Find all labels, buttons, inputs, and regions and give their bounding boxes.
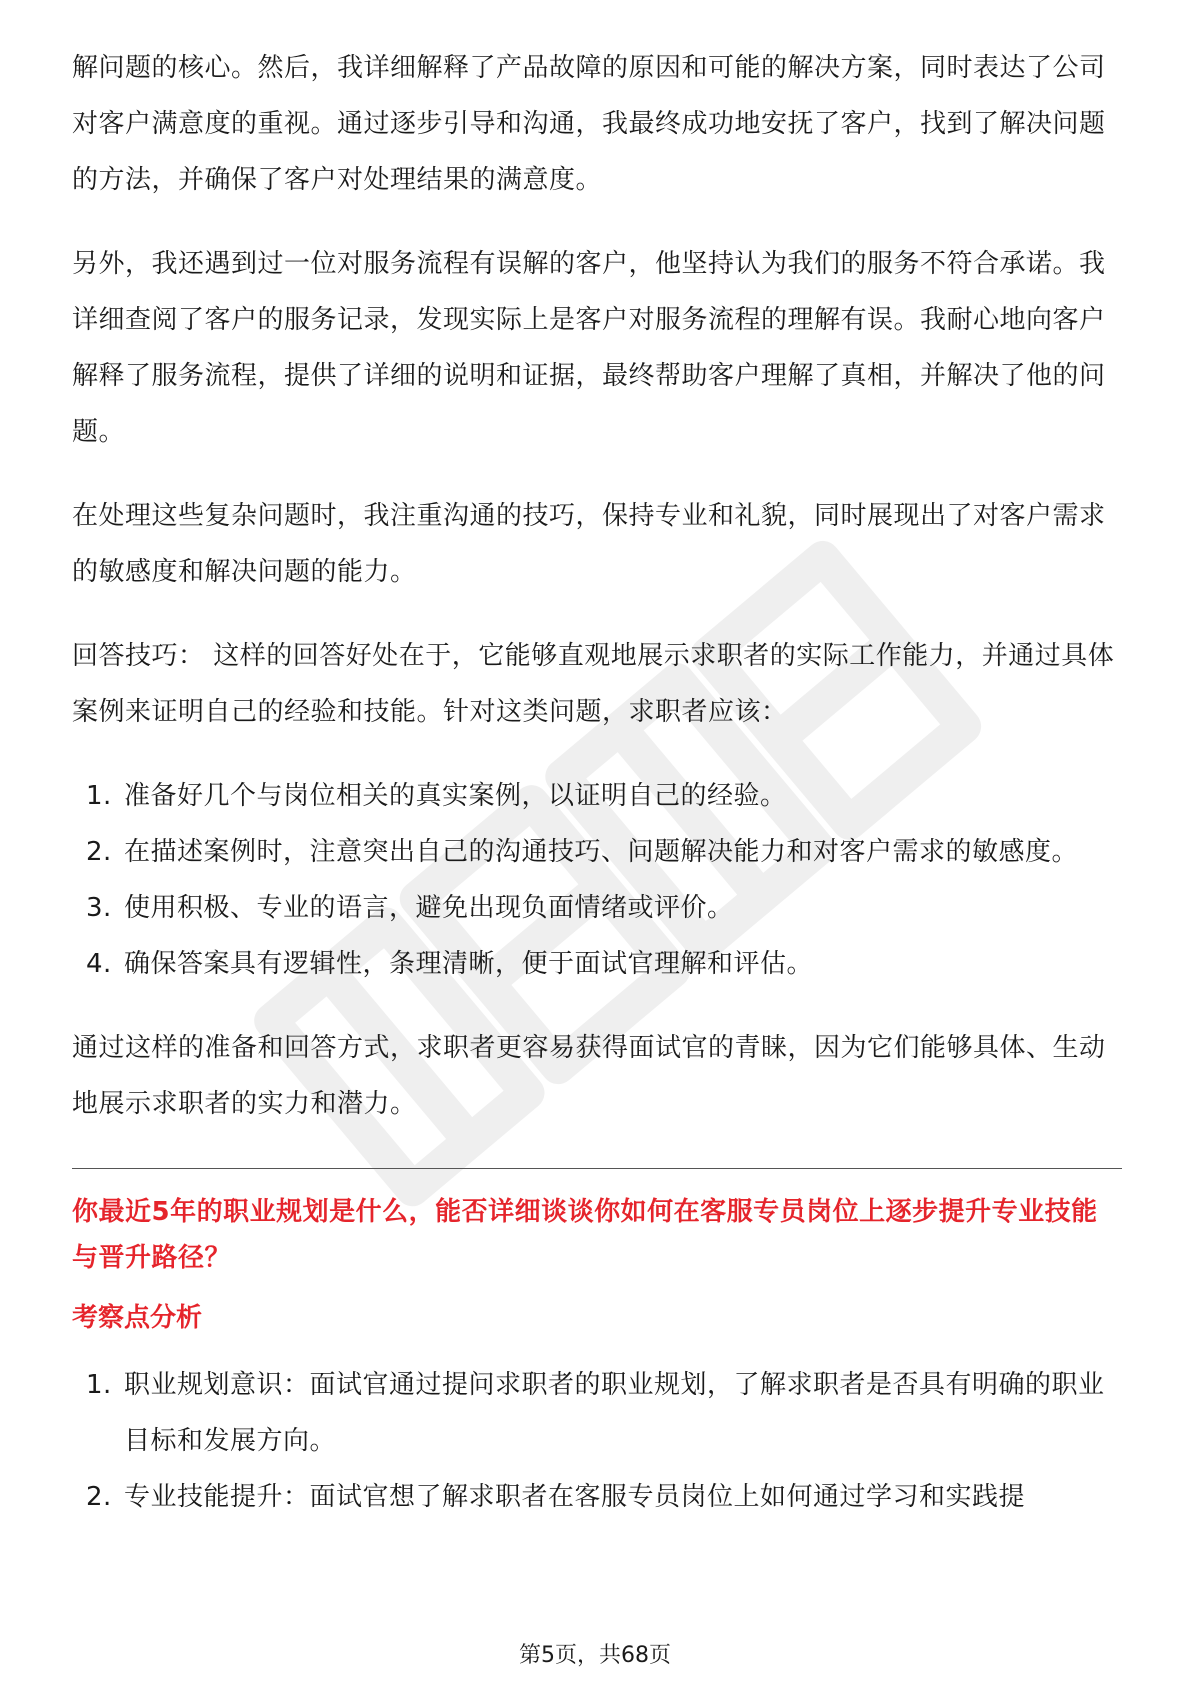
list-number: 3. <box>86 893 112 923</box>
list-number: 2. <box>86 1482 112 1512</box>
list-number: 4. <box>86 949 112 979</box>
list-item-text: 准备好几个与岗位相关的真实案例，以证明自己的经验。 <box>124 781 787 811</box>
interview-question: 你最近5年的职业规划是什么，能否详细谈谈你如何在客服专员岗位上逐步提升专业技能与晋升路径？ <box>72 1197 1098 1273</box>
paragraph-answer-tips: 回答技巧： 这样的回答好处在于，它能够直观地展示求职者的实际工作能力，并通过具体案例来证明自己的经验和技能。针对这类问题，求职者应该： <box>72 641 1115 727</box>
list-item <box>72 768 1122 824</box>
list-item <box>72 936 1122 992</box>
list-item-text: 专业技能提升：面试官想了解求职者在客服专员岗位上如何通过学习和实践提 <box>124 1482 1026 1512</box>
list-item-text: 使用积极、专业的语言，避免出现负面情绪或评价。 <box>124 893 734 923</box>
paragraph-case-conclusion: 解问题的核心。然后，我详细解释了产品故障的原因和可能的解决方案，同时表达了公司对客户满意度的重视。通过逐步引导和沟通，我最终成功地安抚了客户，找到了解决问题的方法，并确保了客户对处理结果的满意度。 <box>72 53 1106 195</box>
list-item <box>72 880 1122 936</box>
tips-list <box>72 768 1122 992</box>
list-number: 2. <box>86 837 112 867</box>
paragraph-case-misunderstanding: 另外，我还遇到过一位对服务流程有误解的客户，他坚持认为我们的服务不符合承诺。我详细查阅了客户的服务记录，发现实际上是客户对服务流程的理解有误。我耐心地向客户解释了服务流程，提供了详细的说明和证据，最终帮助客户理解了真相，并解决了他的问题。 <box>72 249 1106 447</box>
list-item-text: 确保答案具有逻辑性，条理清晰，便于面试官理解和评估。 <box>124 949 814 979</box>
analysis-heading: 考察点分析 <box>72 1303 203 1333</box>
list-item <box>72 824 1122 880</box>
list-number: 1. <box>86 1370 112 1400</box>
analysis-list <box>72 1357 1122 1525</box>
page-footer: 第5页，共68页 <box>519 1643 671 1668</box>
section-divider <box>72 1168 1122 1169</box>
paragraph-skills-summary: 在处理这些复杂问题时，我注重沟通的技巧，保持专业和礼貌，同时展现出了对客户需求的敏感度和解决问题的能力。 <box>72 501 1106 587</box>
main-content <box>72 40 1122 1553</box>
list-item-text: 在描述案例时，注意突出自己的沟通技巧、问题解决能力和对客户需求的敏感度。 <box>124 837 1079 867</box>
list-item-text: 职业规划意识：面试官通过提问求职者的职业规划，了解求职者是否具有明确的职业目标和发展方向。 <box>124 1370 1105 1456</box>
paragraph-closing: 通过这样的准备和回答方式，求职者更容易获得面试官的青睐，因为它们能够具体、生动地展示求职者的实力和潜力。 <box>72 1033 1106 1119</box>
list-number: 1. <box>86 781 112 811</box>
list-item <box>72 1469 1122 1525</box>
list-item <box>72 1357 1122 1469</box>
